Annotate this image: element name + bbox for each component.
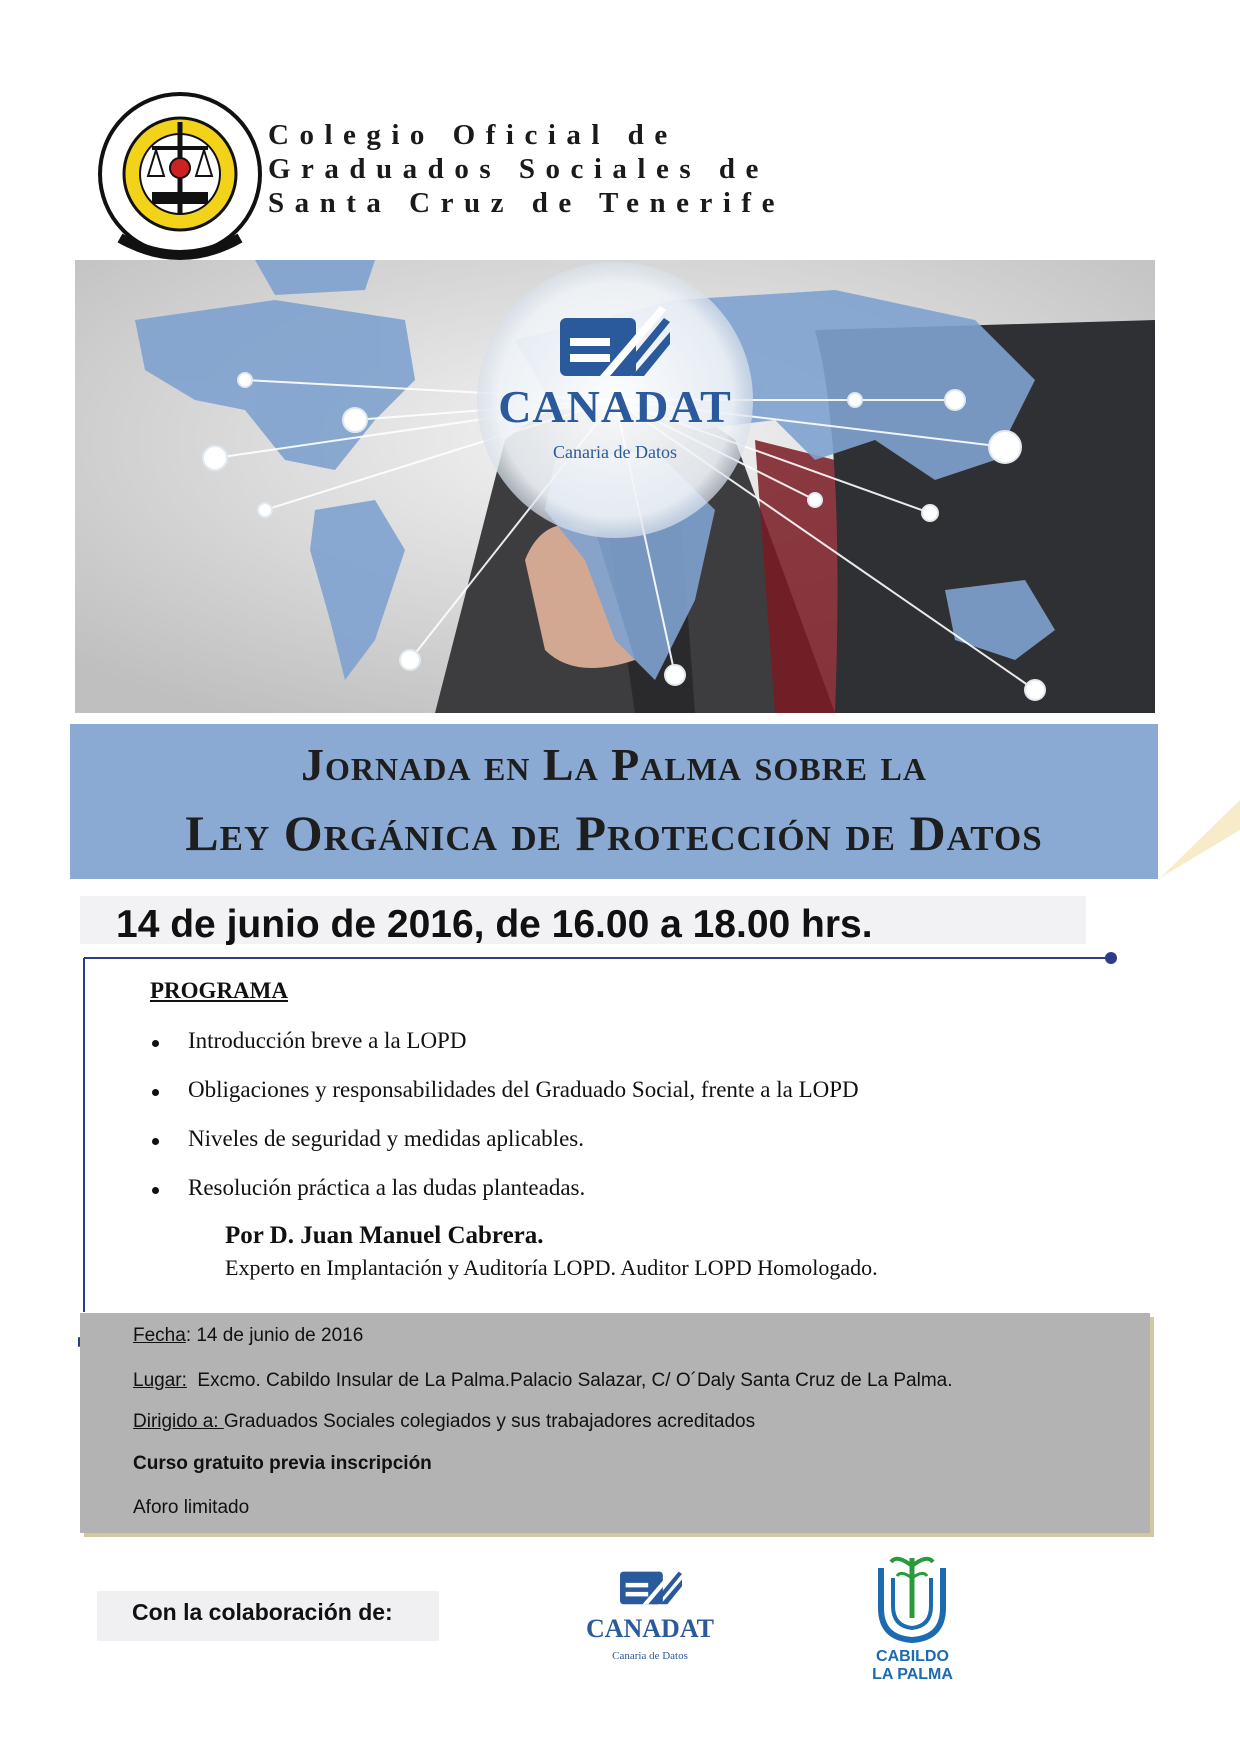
detail-date-label: Fecha [133, 1325, 186, 1346]
detail-audience-value: Graduados Sociales colegiados y sus trabajadores acreditados [223, 1411, 756, 1432]
detail-location-label: Lugar: [133, 1370, 187, 1391]
organization-name [268, 118, 785, 220]
collaboration-label: Con la colaboración de: [132, 1599, 393, 1625]
program-item-text: Obligaciones y responsabilidades del Graduado Social, frente a la LOPD [188, 1077, 859, 1102]
org-name-line-1: Colegio Oficial de [268, 119, 678, 151]
cabildo-la-palma-logo [845, 1548, 980, 1688]
bullet-icon [152, 1089, 159, 1096]
event-date-time: 14 de junio de 2016, de 16.00 a 18.00 hrs. [116, 903, 873, 946]
canadat-footer-logo [575, 1560, 725, 1675]
cabildo-name [845, 1648, 980, 1684]
canadat-hero-name: CANADAT [498, 381, 732, 432]
org-name-line-3: Santa Cruz de Tenerife [268, 187, 785, 219]
canadat-footer-tagline: Canaria de Datos [612, 1650, 688, 1662]
hero-image-world-network [75, 260, 1155, 713]
cabildo-emblem-icon [875, 1548, 949, 1649]
detail-date [133, 1325, 363, 1347]
college-seal-logo [92, 88, 268, 264]
program-item-text: Introducción breve a la LOPD [188, 1028, 467, 1053]
detail-audience-label: Dirigido a: [133, 1411, 224, 1432]
program-item-text: Resolución práctica a las dudas planteadas. [188, 1175, 586, 1200]
event-title-line-2: Ley Orgánica de Protección de Datos [185, 805, 1043, 861]
program-heading: PROGRAMA [150, 978, 288, 1003]
org-name-line-2: Graduados Sociales de [268, 153, 769, 185]
event-details-box [80, 1313, 1150, 1533]
speaker-role: Experto en Implantación y Auditoría LOPD. Auditor LOPD Homologado. [225, 1255, 878, 1280]
bullet-icon [152, 1040, 159, 1047]
detail-location-value: Excmo. Cabildo Insular de La Palma.Palacio Salazar, C/ O´Daly Santa Cruz de La Palma. [186, 1370, 953, 1391]
detail-audience [133, 1411, 755, 1433]
event-title-line-1: Jornada en La Palma sobre la [301, 739, 927, 790]
canadat-hero-logo [515, 300, 715, 385]
decorative-corner-shape [1160, 800, 1240, 880]
canadat-mark-icon [620, 1560, 682, 1613]
canadat-footer-name: CANADAT [585, 1614, 715, 1643]
speaker-name: Por D. Juan Manuel Cabrera. [225, 1222, 544, 1249]
detail-free-course: Curso gratuito previa inscripción [133, 1453, 432, 1474]
detail-capacity: Aforo limitado [133, 1497, 250, 1518]
canadat-hero-tagline: Canaria de Datos [553, 442, 677, 462]
detail-date-value: : 14 de junio de 2016 [185, 1325, 364, 1346]
cabildo-name-line-1: CABILDO [876, 1648, 949, 1665]
canadat-mark-icon [560, 300, 670, 380]
cabildo-name-line-2: LA PALMA [872, 1666, 953, 1683]
bullet-icon [152, 1187, 159, 1194]
detail-location [133, 1370, 953, 1392]
event-title-banner [70, 724, 1158, 879]
program-item-text: Niveles de seguridad y medidas aplicables. [188, 1126, 584, 1151]
bullet-icon [152, 1138, 159, 1145]
